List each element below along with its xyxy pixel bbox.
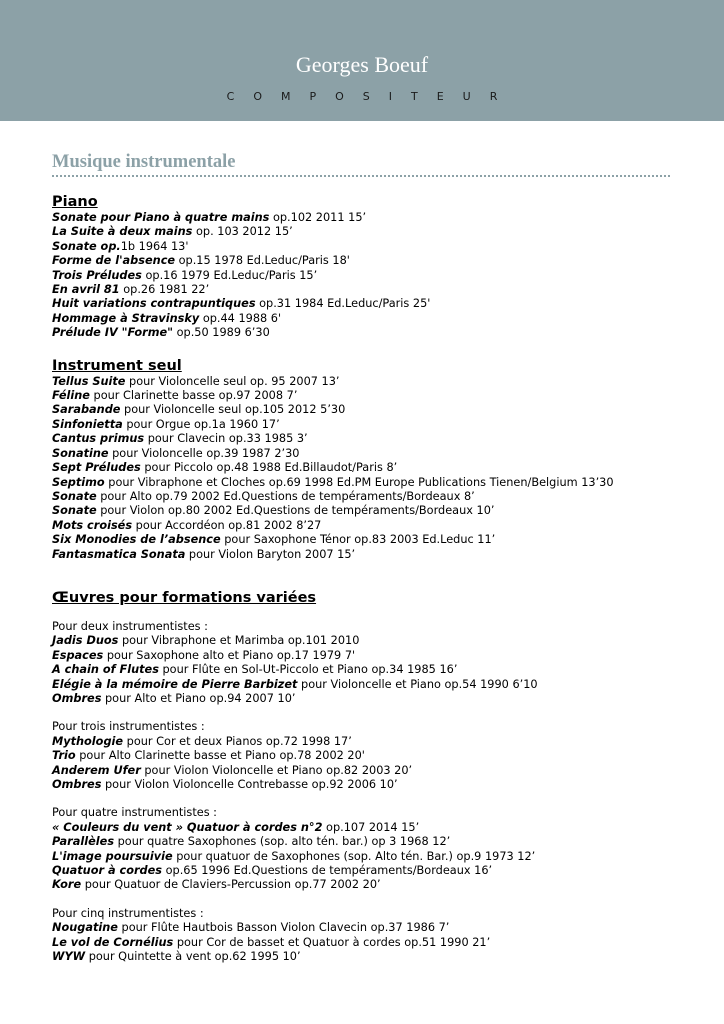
work-details: pour Violoncelle seul op. 95 2007 13’ [125, 374, 340, 388]
work-entry [52, 240, 682, 254]
group-intro: Pour trois instrumentistes : [52, 720, 205, 734]
composer-name: Georges Boeuf [295, 52, 429, 77]
work-title: Cantus primus [52, 432, 145, 446]
work-details: pour Clavecin op.33 1985 3’ [144, 432, 308, 446]
work-entry [52, 375, 682, 389]
work-entry [52, 432, 682, 446]
work-details: pour Violoncelle et Piano op.54 1990 6’10 [297, 677, 538, 691]
work-details: pour quatuor de Saxophones (sop. Alto tén. Bar.) op.9 1973 12’ [172, 849, 536, 863]
work-details: pour Piccolo op.48 1988 Ed.Billaudot/Paris 8’ [140, 461, 398, 475]
work-entry [52, 735, 682, 749]
work-title: Prélude IV "Forme" [52, 326, 174, 340]
work-details: pour Alto Clarinette basse et Piano op.78 2002 20' [75, 749, 365, 763]
work-title: L'image poursuivie [52, 849, 173, 863]
work-title: Hommage à Stravinsky [52, 311, 200, 325]
work-title: WYW [52, 950, 86, 964]
work-entry [52, 269, 682, 283]
work-entry [52, 447, 682, 461]
work-details: op. 103 2012 15’ [192, 225, 293, 239]
work-title: Sarabande [52, 403, 121, 417]
work-title: En avril 81 [52, 283, 120, 297]
work-title: Jadis Duos [52, 634, 119, 648]
work-entry [52, 649, 682, 663]
work-title: Sonatine [52, 446, 109, 460]
work-entry [52, 764, 682, 778]
work-details: pour Quintette à vent op.62 1995 10’ [85, 950, 301, 964]
work-entry [52, 921, 682, 935]
work-entry [52, 950, 682, 964]
work-entry [52, 936, 682, 950]
work-title: Septimo [52, 475, 105, 489]
work-details: pour Quatuor de Claviers-Percussion op.77 2002 20’ [81, 878, 381, 892]
work-title: Sonate [52, 489, 97, 503]
work-entry [52, 519, 682, 533]
instrument-seul-title: Instrument seul [52, 357, 182, 374]
work-details: op.26 1981 22’ [119, 283, 210, 297]
work-entry [52, 389, 682, 403]
work-entry [52, 225, 682, 239]
work-entry [52, 548, 682, 562]
work-entry [52, 418, 682, 432]
work-details: op.50 1989 6’30 [173, 326, 270, 340]
work-details: pour Violoncelle seul op.105 2012 5’30 [120, 403, 346, 417]
work-title: Nougatine [52, 921, 118, 935]
work-entry [52, 254, 682, 268]
work-details: pour Saxophone alto et Piano op.17 1979 7' [103, 648, 356, 662]
work-title: La Suite à deux mains [52, 225, 193, 239]
work-details: pour Cor et deux Pianos op.72 1998 17’ [123, 734, 352, 748]
work-title: Tellus Suite [52, 374, 126, 388]
page-header [0, 0, 724, 121]
work-title: Huit variations contrapuntiques [52, 297, 256, 311]
section-title: Musique instrumentale [52, 152, 236, 172]
work-entry [52, 211, 682, 225]
work-title: Sinfonietta [52, 417, 123, 431]
group-intro: Pour deux instrumentistes : [52, 619, 208, 633]
work-entry [52, 821, 682, 835]
piano-title: Piano [52, 194, 98, 210]
work-title: A chain of Flutes [52, 663, 159, 677]
work-entry [52, 533, 682, 547]
work-entry [52, 312, 682, 326]
work-details: pour Vibraphone et Cloches op.69 1998 Ed.PM Europe Publications Tienen/Belgium 13’30 [104, 475, 614, 489]
work-details: pour Flûte Hautbois Basson Violon Clavecin op.37 1986 7’ [117, 921, 450, 935]
work-entry [52, 778, 682, 792]
work-details: pour Saxophone Ténor op.83 2003 Ed.Leduc 11’ [220, 533, 496, 547]
work-entry [52, 634, 682, 648]
work-details: pour Alto op.79 2002 Ed.Questions de tempéraments/Bordeaux 8’ [96, 489, 475, 503]
work-title: Sonate pour Piano à quatre mains [52, 211, 270, 224]
work-details: pour Violoncelle op.39 1987 2’30 [108, 446, 300, 460]
instrument-seul-list [52, 375, 682, 562]
work-details: pour Violon Baryton 2007 15’ [185, 547, 356, 561]
work-title: Parallèles [52, 835, 115, 849]
work-entry [52, 461, 682, 475]
work-title: Ombres [52, 691, 102, 705]
work-title: Forme de l'absence [52, 254, 176, 268]
work-details: pour Vibraphone et Marimba op.101 2010 [118, 634, 360, 648]
work-details: op.65 1996 Ed.Questions de tempéraments/Bordeaux 16’ [162, 864, 493, 878]
piano-list [52, 211, 682, 341]
work-title: Six Monodies de l’absence [52, 533, 221, 547]
work-details: op.16 1979 Ed.Leduc/Paris 15’ [141, 268, 318, 282]
work-details: pour Violon Violoncelle Contrebasse op.92 2006 10’ [101, 778, 398, 791]
work-title: Trois Préludes [52, 268, 142, 282]
work-title: Espaces [52, 648, 104, 662]
work-details: pour Flûte en Sol-Ut-Piccolo et Piano op.34 1985 16’ [158, 663, 458, 677]
work-details: pour Cor de basset et Quatuor à cordes op.51 1990 21’ [173, 935, 491, 949]
work-entry [52, 297, 682, 311]
formations-list [52, 607, 682, 965]
work-details: op.102 2011 15’ [269, 211, 367, 224]
group-intro: Pour quatre instrumentistes : [52, 806, 217, 820]
work-entry [52, 326, 682, 340]
work-title: Sonate [52, 504, 97, 518]
work-details: op.15 1978 Ed.Leduc/Paris 18' [175, 254, 350, 268]
work-title: Trio [52, 749, 76, 763]
work-title: Sonate op. [52, 239, 121, 253]
work-title: Mots croisés [52, 518, 133, 532]
work-title: Sept Préludes [52, 461, 141, 475]
work-details: pour Clarinette basse op.97 2008 7’ [89, 389, 298, 403]
work-details: pour Violon op.80 2002 Ed.Questions de tempéraments/Bordeaux 10’ [96, 504, 495, 518]
work-title: Kore [52, 878, 82, 892]
work-details: pour Violon Violoncelle et Piano op.82 2003 20’ [140, 763, 413, 777]
work-entry [52, 878, 682, 892]
work-details: pour Accordéon op.81 2002 8’27 [132, 518, 322, 532]
work-details: 1b 1964 13' [120, 239, 189, 253]
work-title: Fantasmatica Sonata [52, 547, 186, 561]
work-entry [52, 692, 682, 706]
group-intro: Pour cinq instrumentistes : [52, 906, 204, 920]
work-title: Le vol de Cornélius [52, 935, 174, 949]
content [52, 150, 682, 964]
work-entry [52, 476, 682, 490]
work-title: Elégie à la mémoire de Pierre Barbizet [52, 677, 298, 691]
work-entry [52, 678, 682, 692]
formations-title: Œuvres pour formations variées [52, 589, 317, 606]
work-entry [52, 283, 682, 297]
work-entry [52, 490, 682, 504]
work-title: Quatuor à cordes [52, 864, 163, 878]
work-details: pour Orgue op.1a 1960 17’ [122, 417, 280, 431]
work-details: pour Alto et Piano op.94 2007 10’ [101, 691, 296, 705]
work-entry [52, 850, 682, 864]
work-title: « Couleurs du vent » Quatuor à cordes n°2 [52, 820, 323, 834]
work-title: Anderem Ufer [52, 763, 141, 777]
work-details: pour quatre Saxophones (sop. alto tén. bar.) op 3 1968 12’ [114, 835, 451, 849]
work-details: op.44 1988 6' [199, 311, 282, 325]
work-entry [52, 864, 682, 878]
work-details: op.107 2014 15’ [322, 820, 420, 834]
work-entry [52, 403, 682, 417]
composer-role: COMPOSITEUR [226, 90, 517, 103]
work-entry [52, 835, 682, 849]
work-entry [52, 504, 682, 518]
work-title: Mythologie [52, 734, 124, 748]
work-details: op.31 1984 Ed.Leduc/Paris 25' [255, 297, 431, 311]
work-title: Ombres [52, 778, 102, 791]
work-entry [52, 663, 682, 677]
work-entry [52, 749, 682, 763]
work-title: Féline [52, 389, 90, 403]
